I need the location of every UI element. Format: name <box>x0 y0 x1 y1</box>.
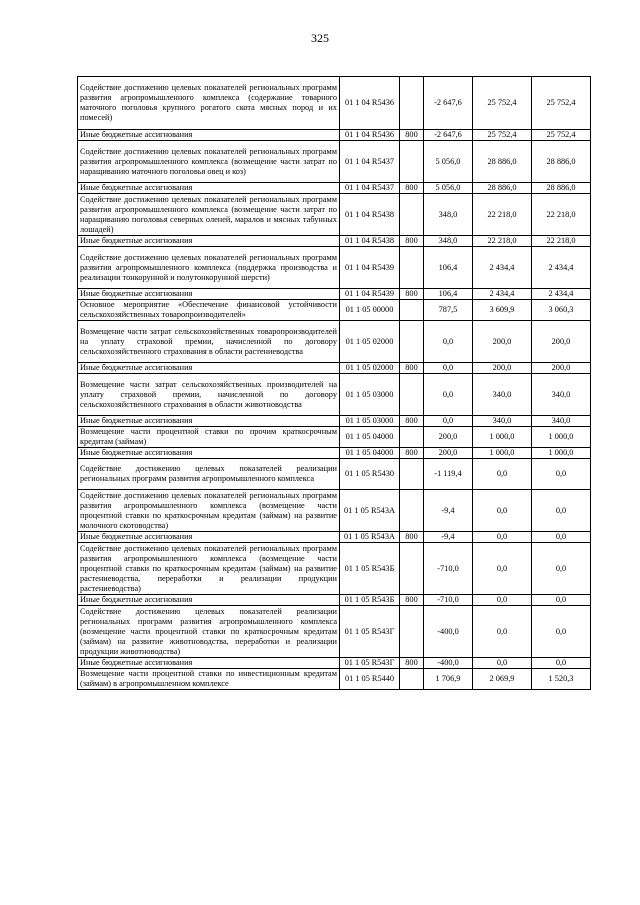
expense-type-cell: 800 <box>400 183 424 194</box>
amount-3-cell: 1 000,0 <box>532 448 591 459</box>
expense-type-cell: 800 <box>400 532 424 543</box>
item-name-cell: Содействие достижению целевых показателей реализации региональных программ развития агропромышленного комплекса (возмещение части процентной ставки по краткосрочным кредитам (займам) на развитие животноводства, переработки и реализации продукции животноводства) <box>78 606 340 658</box>
item-name-cell: Содействие достижению целевых показателей региональных программ развития агропромышленного комплекса (поддержка производства и реализации тонкорунной и полутонкорунной шерсти) <box>78 247 340 289</box>
target-code-cell: 01 1 04 R5438 <box>340 194 400 236</box>
amount-2-cell: 1 000,0 <box>473 448 532 459</box>
table-row <box>78 194 591 236</box>
item-name-cell: Иные бюджетные ассигнования <box>78 183 340 194</box>
target-code-cell: 01 1 04 R5439 <box>340 289 400 300</box>
target-code-cell: 01 1 04 R5439 <box>340 247 400 289</box>
table-row <box>78 595 591 606</box>
table-row <box>78 448 591 459</box>
expense-type-cell <box>400 543 424 595</box>
expense-type-cell: 800 <box>400 289 424 300</box>
target-code-cell: 01 1 05 R543А <box>340 490 400 532</box>
amount-1-cell: -2 647,6 <box>424 77 473 130</box>
table-row <box>78 247 591 289</box>
table-row <box>78 321 591 363</box>
table-row <box>78 77 591 130</box>
amount-1-cell: 348,0 <box>424 236 473 247</box>
table-row <box>78 416 591 427</box>
expense-type-cell <box>400 669 424 690</box>
item-name-cell: Иные бюджетные ассигнования <box>78 658 340 669</box>
table-row <box>78 490 591 532</box>
amount-1-cell: 5 056,0 <box>424 141 473 183</box>
amount-1-cell: 200,0 <box>424 427 473 448</box>
item-name-cell: Возмещение части процентной ставки по инвестиционным кредитам (займам) в агропромышленном комплексе <box>78 669 340 690</box>
table-row <box>78 669 591 690</box>
amount-2-cell: 340,0 <box>473 416 532 427</box>
expense-type-cell: 800 <box>400 448 424 459</box>
amount-2-cell: 2 434,4 <box>473 289 532 300</box>
expense-type-cell <box>400 141 424 183</box>
expense-type-cell: 800 <box>400 130 424 141</box>
expense-type-cell: 800 <box>400 363 424 374</box>
amount-1-cell: -1 119,4 <box>424 459 473 490</box>
table-row <box>78 374 591 416</box>
item-name-cell: Содействие достижению целевых показателей региональных программ развития агропромышленного комплекса (возмещение части затрат по наращиванию поголовья северных оленей, маралов и мясных табунных лошадей) <box>78 194 340 236</box>
table-row <box>78 141 591 183</box>
amount-3-cell: 340,0 <box>532 416 591 427</box>
amount-2-cell: 22 218,0 <box>473 194 532 236</box>
expense-type-cell <box>400 194 424 236</box>
amount-1-cell: 787,5 <box>424 300 473 321</box>
amount-2-cell: 25 752,4 <box>473 130 532 141</box>
budget-table <box>77 76 591 690</box>
item-name-cell: Возмещение части затрат сельскохозяйственных товаропроизводителей на уплату страховой премии, начисленной по договору сельскохозяйственного страхования в области растениеводства <box>78 321 340 363</box>
expense-type-cell <box>400 321 424 363</box>
item-name-cell: Содействие достижению целевых показателей региональных программ развития агропромышленного комплекса (возмещение части затрат по наращиванию маточного поголовья овец и коз) <box>78 141 340 183</box>
item-name-cell: Иные бюджетные ассигнования <box>78 289 340 300</box>
expense-type-cell: 800 <box>400 236 424 247</box>
expense-type-cell <box>400 606 424 658</box>
amount-1-cell: 348,0 <box>424 194 473 236</box>
amount-3-cell: 25 752,4 <box>532 77 591 130</box>
amount-3-cell: 0,0 <box>532 490 591 532</box>
amount-1-cell: 106,4 <box>424 247 473 289</box>
expense-type-cell <box>400 247 424 289</box>
target-code-cell: 01 1 05 04000 <box>340 427 400 448</box>
target-code-cell: 01 1 05 03000 <box>340 416 400 427</box>
table-row <box>78 183 591 194</box>
amount-3-cell: 22 218,0 <box>532 194 591 236</box>
amount-2-cell: 28 886,0 <box>473 183 532 194</box>
item-name-cell: Иные бюджетные ассигнования <box>78 130 340 141</box>
amount-2-cell: 28 886,0 <box>473 141 532 183</box>
target-code-cell: 01 1 05 02000 <box>340 321 400 363</box>
expense-type-cell: 800 <box>400 416 424 427</box>
amount-1-cell: 0,0 <box>424 416 473 427</box>
expense-type-cell: 800 <box>400 658 424 669</box>
amount-3-cell: 340,0 <box>532 374 591 416</box>
target-code-cell: 01 1 04 R5437 <box>340 183 400 194</box>
item-name-cell: Иные бюджетные ассигнования <box>78 416 340 427</box>
amount-1-cell: -9,4 <box>424 532 473 543</box>
target-code-cell: 01 1 05 R543Б <box>340 595 400 606</box>
amount-1-cell: 0,0 <box>424 374 473 416</box>
item-name-cell: Содействие достижению целевых показателей региональных программ развития агропромышленного комплекса (содержание товарного маточного поголовья крупного рогатого скота мясных пород и их помесей) <box>78 77 340 130</box>
amount-2-cell: 0,0 <box>473 490 532 532</box>
amount-2-cell: 0,0 <box>473 658 532 669</box>
amount-3-cell: 0,0 <box>532 658 591 669</box>
target-code-cell: 01 1 04 R5436 <box>340 130 400 141</box>
amount-2-cell: 200,0 <box>473 321 532 363</box>
amount-3-cell: 0,0 <box>532 532 591 543</box>
amount-1-cell: 106,4 <box>424 289 473 300</box>
amount-3-cell: 200,0 <box>532 321 591 363</box>
expense-type-cell <box>400 374 424 416</box>
amount-2-cell: 340,0 <box>473 374 532 416</box>
target-code-cell: 01 1 04 R5436 <box>340 77 400 130</box>
amount-2-cell: 2 434,4 <box>473 247 532 289</box>
table-row <box>78 363 591 374</box>
target-code-cell: 01 1 04 R5437 <box>340 141 400 183</box>
amount-3-cell: 3 060,3 <box>532 300 591 321</box>
item-name-cell: Основное мероприятие «Обеспечение финансовой устойчивости сельскохозяйственных товаропроизводителей» <box>78 300 340 321</box>
amount-2-cell: 2 069,9 <box>473 669 532 690</box>
table-row <box>78 300 591 321</box>
item-name-cell: Содействие достижению целевых показателей региональных программ развития агропромышленного комплекса (возмещение части процентной ставки по краткосрочным кредитам (займам) на развитие растениеводства, переработки и реализации продукции растениеводства) <box>78 543 340 595</box>
item-name-cell: Возмещение части затрат сельскохозяйственных производителей на уплату страховой премии, начисленной по договору сельскохозяйственного страхования в области животноводства <box>78 374 340 416</box>
target-code-cell: 01 1 05 R543А <box>340 532 400 543</box>
item-name-cell: Возмещение части процентной ставки по прочим краткосрочным кредитам (займам) <box>78 427 340 448</box>
table-row <box>78 543 591 595</box>
table-row <box>78 459 591 490</box>
amount-3-cell: 28 886,0 <box>532 183 591 194</box>
amount-3-cell: 28 886,0 <box>532 141 591 183</box>
amount-3-cell: 1 520,3 <box>532 669 591 690</box>
expense-type-cell <box>400 490 424 532</box>
amount-3-cell: 0,0 <box>532 543 591 595</box>
amount-3-cell: 2 434,4 <box>532 247 591 289</box>
page-number: 325 <box>311 31 329 45</box>
budget-table-body <box>78 77 591 690</box>
amount-1-cell: 200,0 <box>424 448 473 459</box>
item-name-cell: Иные бюджетные ассигнования <box>78 448 340 459</box>
target-code-cell: 01 1 05 03000 <box>340 374 400 416</box>
amount-2-cell: 0,0 <box>473 543 532 595</box>
item-name-cell: Содействие достижению целевых показателей реализации региональных программ развития агропромышленного комплекса <box>78 459 340 490</box>
amount-3-cell: 2 434,4 <box>532 289 591 300</box>
amount-2-cell: 3 609,9 <box>473 300 532 321</box>
amount-1-cell: 5 056,0 <box>424 183 473 194</box>
target-code-cell: 01 1 05 02000 <box>340 363 400 374</box>
amount-2-cell: 0,0 <box>473 532 532 543</box>
amount-1-cell: -710,0 <box>424 543 473 595</box>
table-row <box>78 532 591 543</box>
item-name-cell: Иные бюджетные ассигнования <box>78 236 340 247</box>
amount-2-cell: 200,0 <box>473 363 532 374</box>
table-row <box>78 427 591 448</box>
amount-2-cell: 0,0 <box>473 459 532 490</box>
amount-1-cell: 1 706,9 <box>424 669 473 690</box>
amount-3-cell: 0,0 <box>532 606 591 658</box>
amount-2-cell: 22 218,0 <box>473 236 532 247</box>
table-row <box>78 236 591 247</box>
target-code-cell: 01 1 05 04000 <box>340 448 400 459</box>
target-code-cell: 01 1 05 R5440 <box>340 669 400 690</box>
table-row <box>78 130 591 141</box>
expense-type-cell <box>400 427 424 448</box>
table-row <box>78 289 591 300</box>
amount-1-cell: 0,0 <box>424 321 473 363</box>
table-row <box>78 606 591 658</box>
amount-1-cell: -9,4 <box>424 490 473 532</box>
amount-1-cell: -400,0 <box>424 658 473 669</box>
amount-3-cell: 0,0 <box>532 595 591 606</box>
item-name-cell: Иные бюджетные ассигнования <box>78 532 340 543</box>
amount-3-cell: 1 000,0 <box>532 427 591 448</box>
amount-3-cell: 0,0 <box>532 459 591 490</box>
target-code-cell: 01 1 04 R5438 <box>340 236 400 247</box>
amount-2-cell: 25 752,4 <box>473 77 532 130</box>
target-code-cell: 01 1 05 R543Г <box>340 606 400 658</box>
amount-2-cell: 1 000,0 <box>473 427 532 448</box>
amount-1-cell: 0,0 <box>424 363 473 374</box>
amount-1-cell: -400,0 <box>424 606 473 658</box>
amount-2-cell: 0,0 <box>473 606 532 658</box>
amount-3-cell: 200,0 <box>532 363 591 374</box>
table-row <box>78 658 591 669</box>
item-name-cell: Иные бюджетные ассигнования <box>78 595 340 606</box>
expense-type-cell: 800 <box>400 595 424 606</box>
item-name-cell: Иные бюджетные ассигнования <box>78 363 340 374</box>
amount-1-cell: -2 647,6 <box>424 130 473 141</box>
expense-type-cell <box>400 459 424 490</box>
target-code-cell: 01 1 05 R543Б <box>340 543 400 595</box>
amount-3-cell: 22 218,0 <box>532 236 591 247</box>
expense-type-cell <box>400 77 424 130</box>
item-name-cell: Содействие достижению целевых показателей региональных программ развития агропромышленного комплекса (возмещение части процентной ставки по краткосрочным кредитам (займам) на развитие молочного скотоводства) <box>78 490 340 532</box>
amount-3-cell: 25 752,4 <box>532 130 591 141</box>
target-code-cell: 01 1 05 00000 <box>340 300 400 321</box>
target-code-cell: 01 1 05 R5430 <box>340 459 400 490</box>
amount-1-cell: -710,0 <box>424 595 473 606</box>
expense-type-cell <box>400 300 424 321</box>
amount-2-cell: 0,0 <box>473 595 532 606</box>
target-code-cell: 01 1 05 R543Г <box>340 658 400 669</box>
